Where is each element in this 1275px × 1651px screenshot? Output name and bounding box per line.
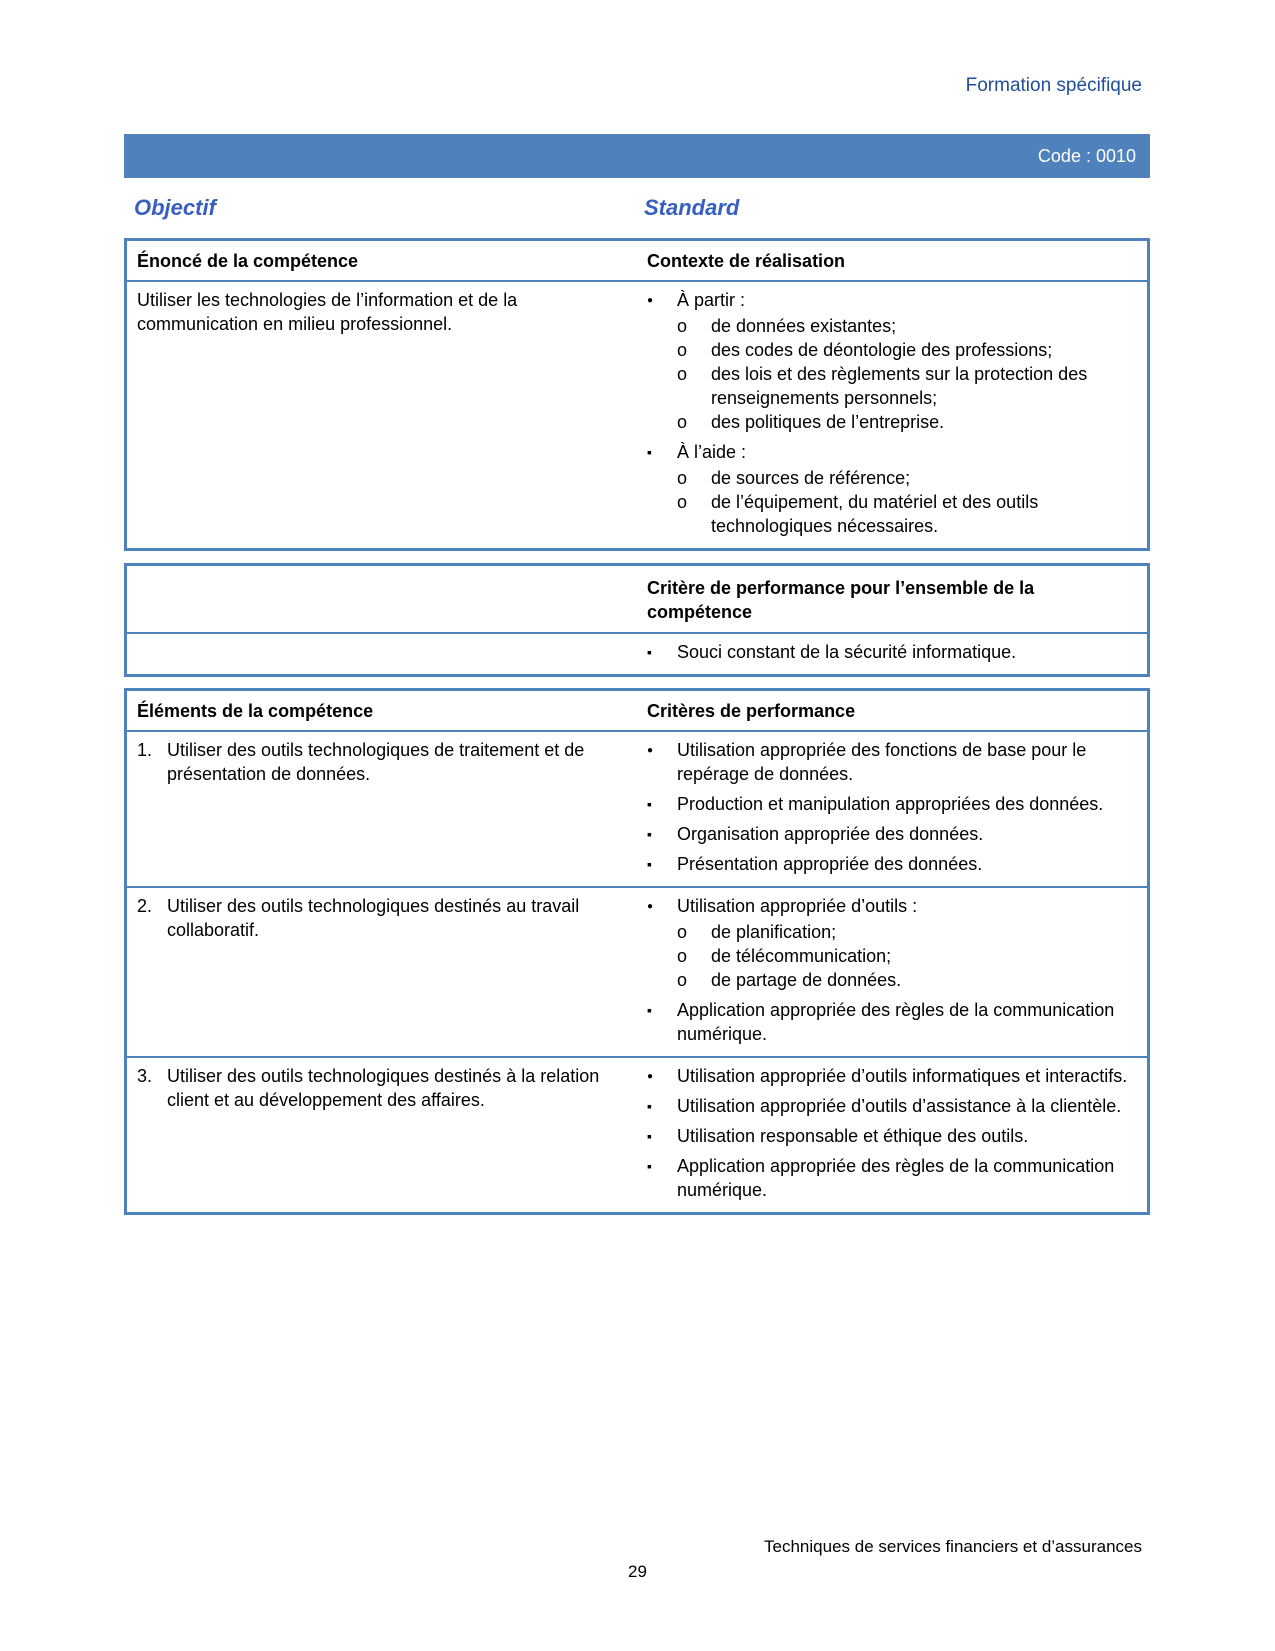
- list-item: o des codes de déontologie des professions;: [677, 338, 1137, 362]
- list-item: ▪ Utilisation responsable et éthique des outils.: [647, 1124, 1137, 1148]
- competency-elements-table: [124, 688, 1150, 1215]
- standard-heading: Standard: [644, 195, 740, 220]
- table-row: 3. Utiliser des outils technologiques destinés à la relation client et au développement des affaires. ● Utilisation appropriée d’outils informatiques et interactifs. ▪ Utilisation appropriée d’outils d’assistance à la clientèle. ▪ Utilisation responsable et éthique des outils. ▪ Application appropriée des règles de la communication numérique.: [126, 1057, 1149, 1214]
- list-item: o de sources de référence;: [677, 466, 1137, 490]
- list-item: ▪ À l’aide : o de sources de référence; o de l’équipement, du matériel et des outils technologiques nécessaires.: [647, 440, 1137, 538]
- overall-criteria-header: Critère de performance pour l’ensemble de la compétence: [637, 565, 1149, 634]
- list-item: ● Utilisation appropriée d’outils : o de planification; o de télécommunication; o de partage de données.: [647, 894, 1137, 992]
- footer-program-name: Techniques de services financiers et d’assurances: [764, 1537, 1142, 1556]
- list-item: ▪ Application appropriée des règles de la communication numérique.: [647, 998, 1137, 1046]
- list-item: o de partage de données.: [677, 968, 1137, 992]
- list-item: ▪ Production et manipulation appropriées des données.: [647, 792, 1137, 816]
- list-item: o des politiques de l’entreprise.: [677, 410, 1137, 434]
- list-item: ▪ Utilisation appropriée d’outils d’assistance à la clientèle.: [647, 1094, 1137, 1118]
- list-item: ▪ Organisation appropriée des données.: [647, 822, 1137, 846]
- criteria-header: Critères de performance: [637, 690, 1149, 732]
- page-number: 29: [628, 1562, 647, 1581]
- statement-header: Énoncé de la compétence: [126, 240, 638, 282]
- competency-statement-table: [124, 238, 1150, 551]
- list-item: o des lois et des règlements sur la protection des renseignements personnels;: [677, 362, 1137, 410]
- list-item: ▪ Application appropriée des règles de la communication numérique.: [647, 1154, 1137, 1202]
- list-item: o de l’équipement, du matériel et des outils technologiques nécessaires.: [677, 490, 1137, 538]
- table-row: 2. Utiliser des outils technologiques destinés au travail collaboratif. ● Utilisation appropriée d’outils : o de planification; o de télécommunication; o de partage de données. ▪ Application appropriée des règles de la communication numérique.: [126, 887, 1149, 1057]
- competency-code: Code : 0010: [1037, 146, 1136, 166]
- objective-heading: Objectif: [134, 195, 216, 220]
- program-type: Formation spécifique: [965, 75, 1142, 96]
- code-bar: [124, 134, 1150, 178]
- list-item: ● Utilisation appropriée d’outils informatiques et interactifs.: [647, 1064, 1137, 1088]
- list-item: o de télécommunication;: [677, 944, 1137, 968]
- context-header: Contexte de réalisation: [637, 240, 1149, 282]
- list-item: ▪ Présentation appropriée des données.: [647, 852, 1137, 876]
- list-item: ▪ Souci constant de la sécurité informatique.: [647, 640, 1137, 664]
- competency-statement: Utiliser les technologies de l’information et de la communication en milieu professionnel.: [137, 290, 518, 334]
- list-item: ● Utilisation appropriée des fonctions de base pour le repérage de données.: [647, 738, 1137, 786]
- list-item: o de données existantes;: [677, 314, 1137, 338]
- elements-header: Éléments de la compétence: [126, 690, 638, 732]
- overall-criteria-table: [124, 563, 1150, 677]
- context-list: [647, 288, 1137, 538]
- list-item: o de planification;: [677, 920, 1137, 944]
- table-row: 1. Utiliser des outils technologiques de traitement et de présentation de données. ● Utilisation appropriée des fonctions de base pour le repérage de données. ▪ Production et manipulation appropriées des données. ▪ Organisation appropriée des données. ▪ Présentation appropriée des données.: [126, 731, 1149, 887]
- list-item: ● À partir : o de données existantes; o des codes de déontologie des professions; o des lois et des règlements sur la protection des renseignements personnels; o des politiques de l’entreprise.: [647, 288, 1137, 434]
